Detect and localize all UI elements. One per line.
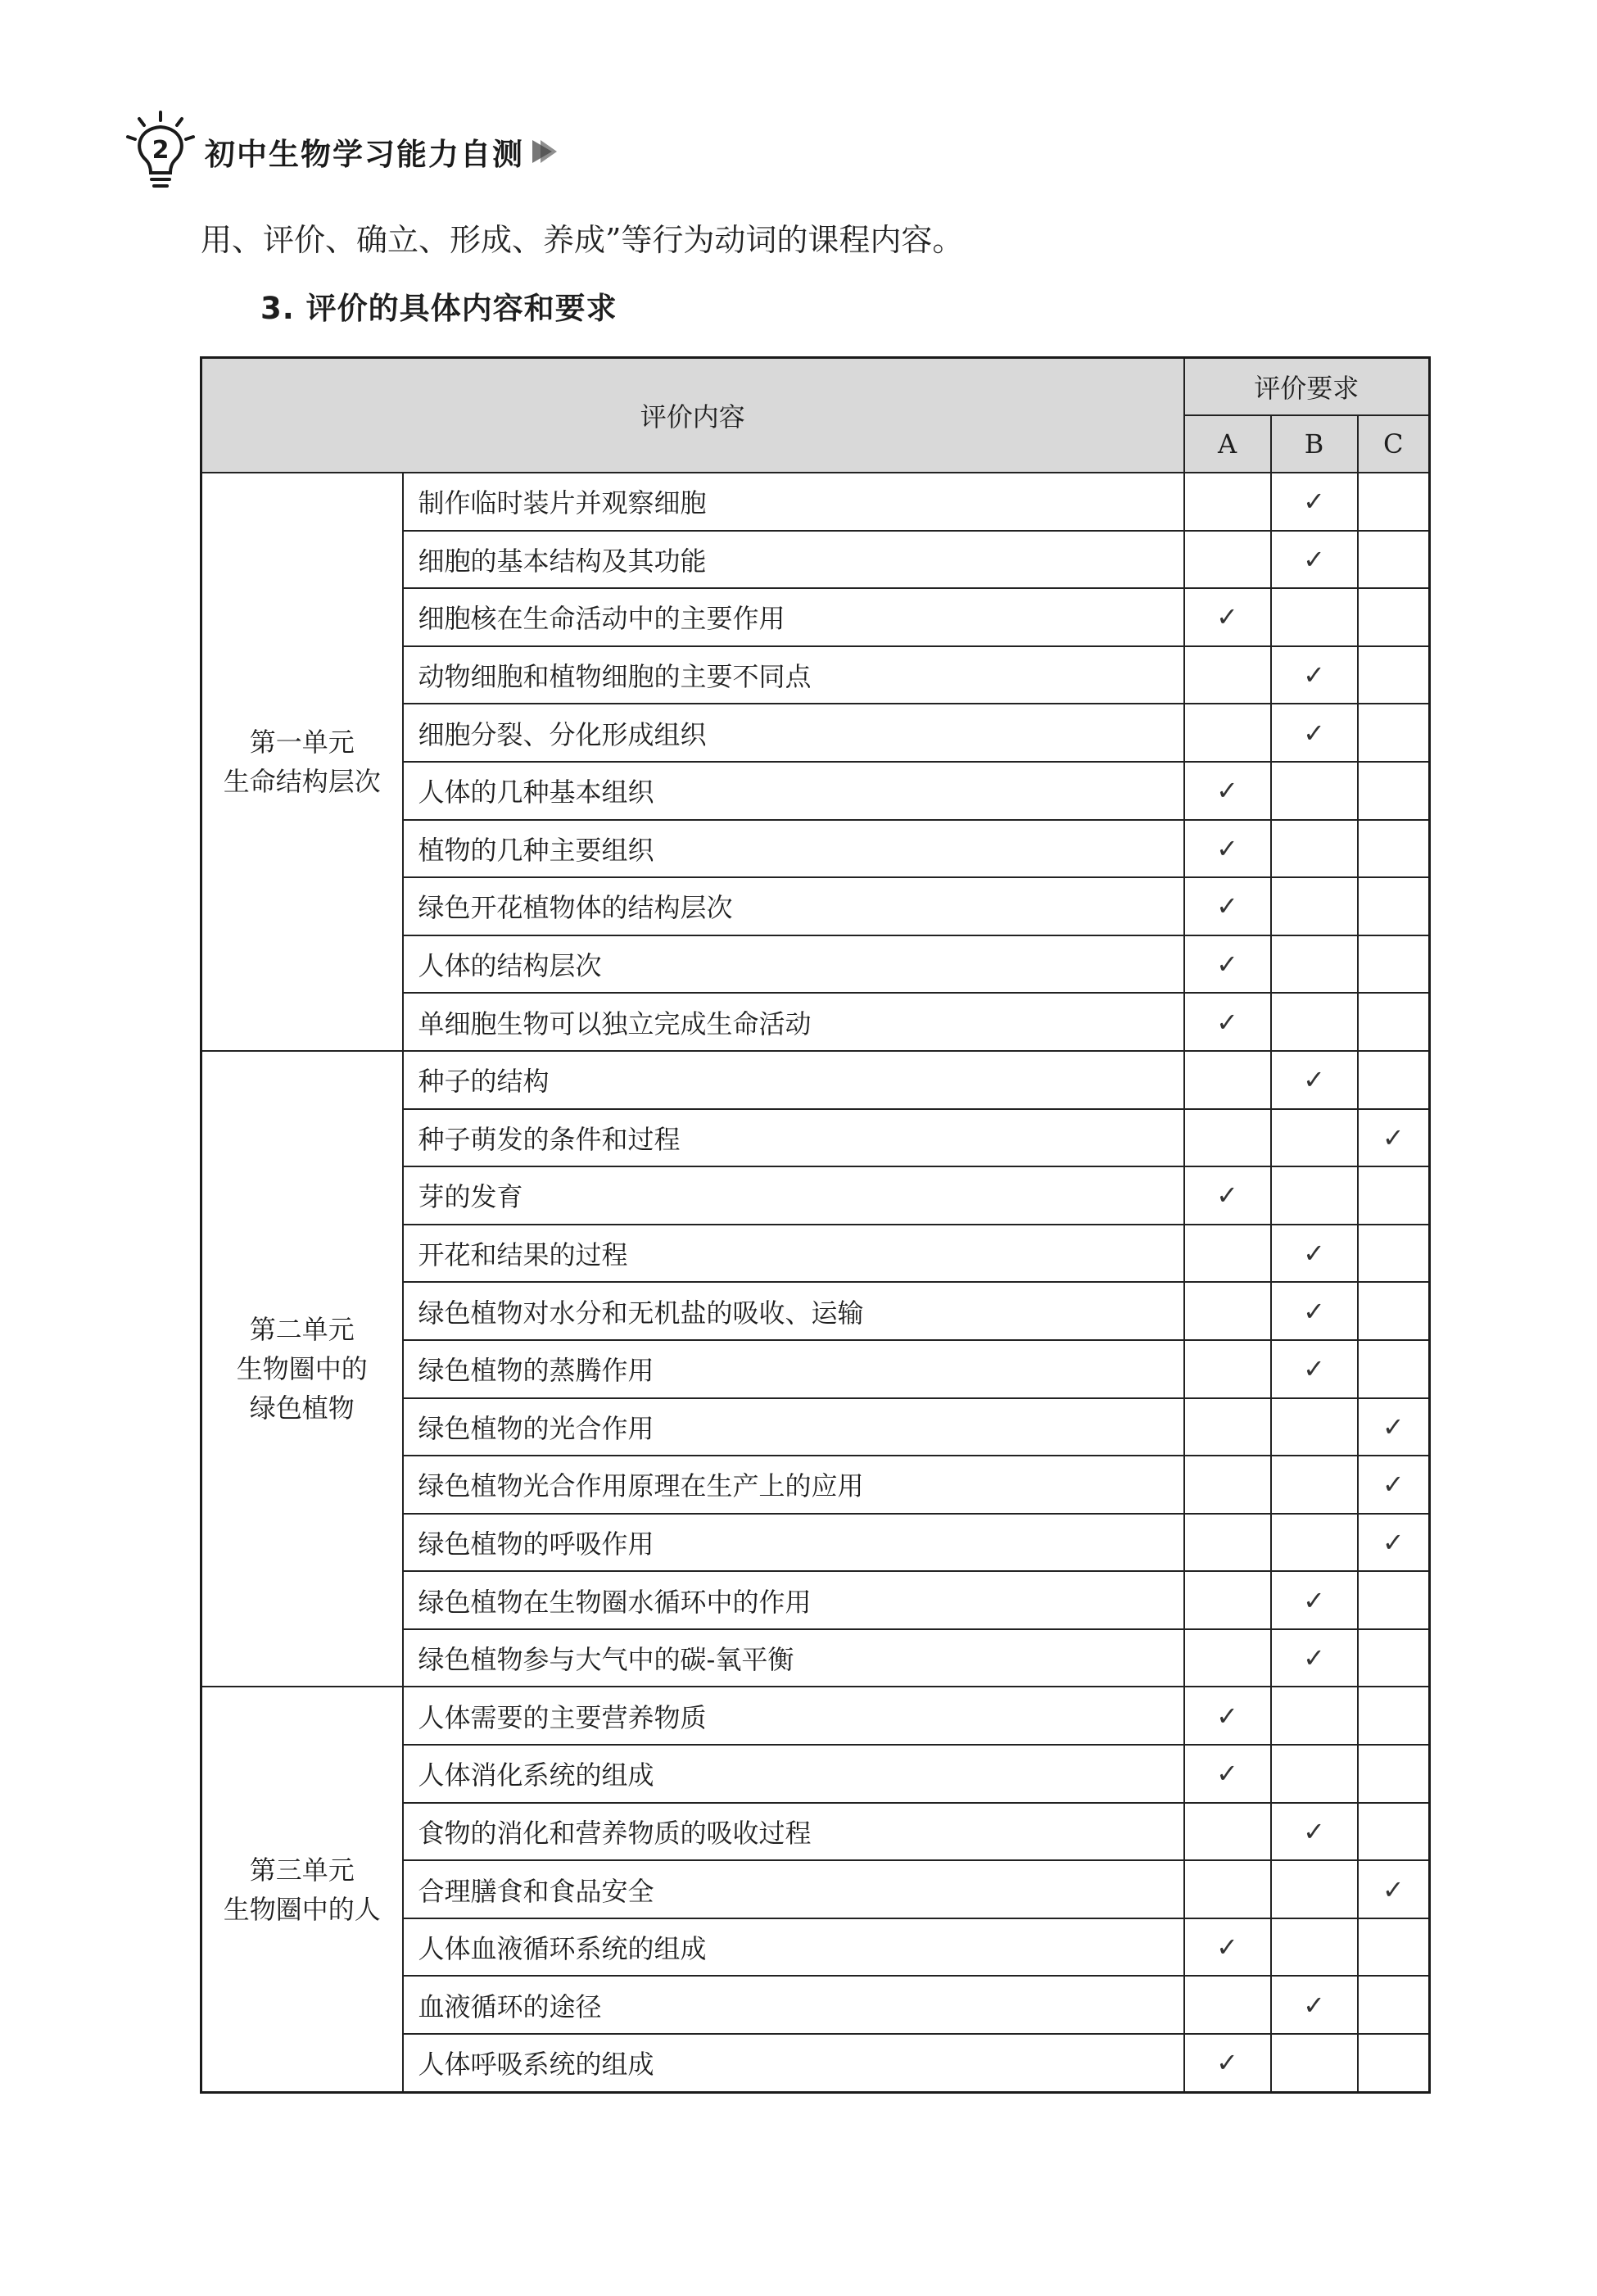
level-cell (1358, 1803, 1430, 1861)
evaluation-item: 绿色植物的蒸腾作用 (403, 1340, 1184, 1398)
level-cell (1184, 473, 1271, 531)
evaluation-item: 单细胞生物可以独立完成生命活动 (403, 993, 1184, 1051)
level-cell (1271, 1514, 1358, 1572)
unit-name-line: 第三单元 (249, 1854, 355, 1886)
evaluation-item: 绿色植物的光合作用 (403, 1398, 1184, 1456)
check-mark-icon: ✓ (1271, 1051, 1358, 1109)
table-row (201, 1051, 1430, 1109)
level-cell (1184, 1629, 1271, 1687)
check-mark-icon: ✓ (1184, 762, 1271, 820)
level-cell (1271, 820, 1358, 878)
level-cell (1271, 935, 1358, 994)
check-mark-icon: ✓ (1271, 473, 1358, 531)
evaluation-table (200, 356, 1431, 2094)
check-mark-icon: ✓ (1184, 1166, 1271, 1225)
level-cell (1358, 2034, 1430, 2092)
level-cell (1358, 1051, 1430, 1109)
unit-name-cell (201, 1687, 403, 2092)
level-cell (1184, 1282, 1271, 1340)
level-cell (1358, 1340, 1430, 1398)
page-number: 2 (152, 136, 170, 165)
check-mark-icon: ✓ (1271, 1629, 1358, 1687)
table-row (201, 473, 1430, 531)
check-mark-icon: ✓ (1271, 704, 1358, 762)
level-cell (1358, 1918, 1430, 1977)
check-mark-icon: ✓ (1271, 1803, 1358, 1861)
level-cell (1358, 762, 1430, 820)
level-cell (1271, 762, 1358, 820)
level-cell (1184, 646, 1271, 704)
unit-name-line: 生物圈中的 (236, 1353, 368, 1385)
check-mark-icon: ✓ (1184, 877, 1271, 935)
level-cell (1271, 1745, 1358, 1803)
unit-name-line: 第一单元 (249, 726, 355, 758)
evaluation-item: 细胞核在生命活动中的主要作用 (403, 588, 1184, 646)
check-mark-icon: ✓ (1358, 1109, 1430, 1167)
evaluation-item: 制作临时装片并观察细胞 (403, 473, 1184, 531)
level-cell (1184, 1340, 1271, 1398)
level-cell (1358, 1976, 1430, 2034)
evaluation-item: 绿色植物对水分和无机盐的吸收、运输 (403, 1282, 1184, 1340)
level-cell (1184, 704, 1271, 762)
evaluation-item: 细胞的基本结构及其功能 (403, 531, 1184, 589)
evaluation-item: 人体消化系统的组成 (403, 1745, 1184, 1803)
level-cell (1358, 531, 1430, 589)
level-cell (1358, 1166, 1430, 1225)
table-row (201, 1687, 1430, 1745)
level-cell (1271, 1918, 1358, 1977)
check-mark-icon: ✓ (1358, 1860, 1430, 1918)
level-cell (1358, 1282, 1430, 1340)
check-mark-icon: ✓ (1271, 1225, 1358, 1283)
header-content: 评价内容 (201, 358, 1184, 473)
level-cell (1358, 820, 1430, 878)
evaluation-item: 人体的几种基本组织 (403, 762, 1184, 820)
level-cell (1271, 1456, 1358, 1514)
level-cell (1184, 1860, 1271, 1918)
level-cell (1358, 1225, 1430, 1283)
level-cell (1271, 1166, 1358, 1225)
unit-name-line: 生命结构层次 (223, 765, 381, 797)
header-level-a: A (1184, 415, 1271, 473)
level-cell (1271, 993, 1358, 1051)
check-mark-icon: ✓ (1184, 1745, 1271, 1803)
level-cell (1358, 1571, 1430, 1629)
level-cell (1358, 1629, 1430, 1687)
evaluation-item: 绿色植物光合作用原理在生产上的应用 (403, 1456, 1184, 1514)
evaluation-item: 血液循环的途径 (403, 1976, 1184, 2034)
check-mark-icon: ✓ (1271, 1282, 1358, 1340)
level-cell (1184, 1571, 1271, 1629)
level-cell (1358, 646, 1430, 704)
check-mark-icon: ✓ (1271, 646, 1358, 704)
level-cell (1184, 1803, 1271, 1861)
level-cell (1358, 993, 1430, 1051)
evaluation-item: 绿色开花植物体的结构层次 (403, 877, 1184, 935)
unit-name-cell (201, 1051, 403, 1687)
unit-name-line: 绿色植物 (249, 1393, 355, 1424)
level-cell (1271, 877, 1358, 935)
check-mark-icon: ✓ (1184, 820, 1271, 878)
evaluation-item: 植物的几种主要组织 (403, 820, 1184, 878)
level-cell (1358, 704, 1430, 762)
check-mark-icon: ✓ (1271, 1340, 1358, 1398)
check-mark-icon: ✓ (1358, 1456, 1430, 1514)
level-cell (1358, 877, 1430, 935)
section-heading: 3. 评价的具体内容和要求 (260, 291, 618, 326)
level-cell (1184, 1976, 1271, 2034)
level-cell (1271, 1860, 1358, 1918)
level-cell (1358, 473, 1430, 531)
evaluation-item: 合理膳食和食品安全 (403, 1860, 1184, 1918)
level-cell (1358, 935, 1430, 994)
check-mark-icon: ✓ (1358, 1514, 1430, 1572)
evaluation-item: 绿色植物参与大气中的碳-氧平衡 (403, 1629, 1184, 1687)
header-title: 初中生物学习能力自测 (205, 137, 524, 172)
play-arrow-icon (529, 137, 559, 166)
evaluation-item: 种子的结构 (403, 1051, 1184, 1109)
level-cell (1271, 1109, 1358, 1167)
evaluation-item: 种子萌发的条件和过程 (403, 1109, 1184, 1167)
evaluation-item: 人体血液循环系统的组成 (403, 1918, 1184, 1977)
evaluation-item: 绿色植物的呼吸作用 (403, 1514, 1184, 1572)
level-cell (1271, 1687, 1358, 1745)
page-header (123, 106, 559, 197)
check-mark-icon: ✓ (1184, 1918, 1271, 1977)
level-cell (1184, 1514, 1271, 1572)
check-mark-icon: ✓ (1271, 1976, 1358, 2034)
level-cell (1184, 1225, 1271, 1283)
evaluation-item: 绿色植物在生物圈水循环中的作用 (403, 1571, 1184, 1629)
level-cell (1271, 2034, 1358, 2092)
evaluation-item: 人体需要的主要营养物质 (403, 1687, 1184, 1745)
check-mark-icon: ✓ (1184, 935, 1271, 994)
header-level-c: C (1358, 415, 1430, 473)
check-mark-icon: ✓ (1184, 588, 1271, 646)
header-requirement: 评价要求 (1184, 358, 1430, 416)
unit-name-cell (201, 473, 403, 1051)
check-mark-icon: ✓ (1358, 1398, 1430, 1456)
evaluation-item: 动物细胞和植物细胞的主要不同点 (403, 646, 1184, 704)
level-cell (1184, 1398, 1271, 1456)
check-mark-icon: ✓ (1271, 1571, 1358, 1629)
lightbulb-icon (123, 109, 198, 194)
check-mark-icon: ✓ (1184, 1687, 1271, 1745)
level-cell (1271, 588, 1358, 646)
evaluation-item: 人体呼吸系统的组成 (403, 2034, 1184, 2092)
check-mark-icon: ✓ (1184, 993, 1271, 1051)
level-cell (1184, 1456, 1271, 1514)
level-cell (1184, 531, 1271, 589)
evaluation-item: 食物的消化和营养物质的吸收过程 (403, 1803, 1184, 1861)
check-mark-icon: ✓ (1184, 2034, 1271, 2092)
level-cell (1271, 1398, 1358, 1456)
check-mark-icon: ✓ (1271, 531, 1358, 589)
evaluation-item: 人体的结构层次 (403, 935, 1184, 994)
evaluation-item: 开花和结果的过程 (403, 1225, 1184, 1283)
evaluation-item: 芽的发育 (403, 1166, 1184, 1225)
level-cell (1184, 1051, 1271, 1109)
intro-text: 用、评价、确立、形成、养成”等行为动词的课程内容。 (201, 222, 964, 258)
unit-name-line: 第二单元 (249, 1314, 355, 1346)
level-cell (1358, 1745, 1430, 1803)
level-cell (1358, 1687, 1430, 1745)
evaluation-item: 细胞分裂、分化形成组织 (403, 704, 1184, 762)
unit-name-line: 生物圈中的人 (223, 1893, 381, 1925)
level-cell (1358, 588, 1430, 646)
header-level-b: B (1271, 415, 1358, 473)
level-cell (1184, 1109, 1271, 1167)
